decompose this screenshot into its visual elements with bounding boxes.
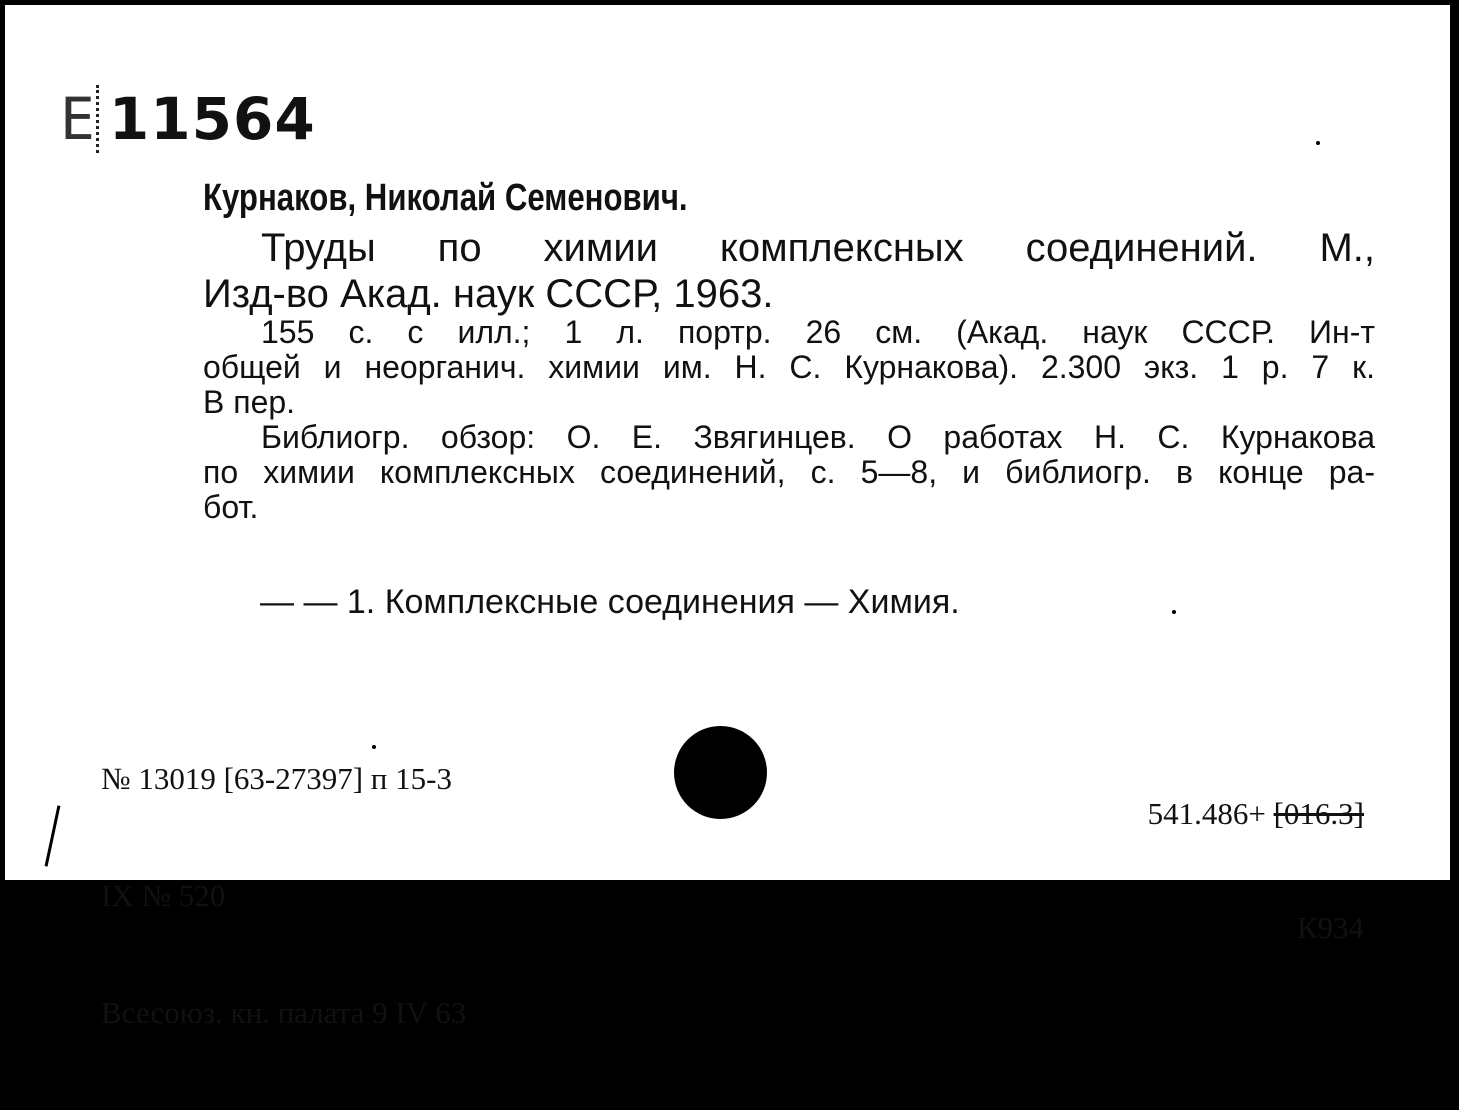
bibliography-line-3: бот. (203, 489, 259, 525)
pencil-slash-mark (45, 805, 61, 866)
book-title (203, 225, 1375, 317)
subject-heading: — — 1. Комплексные соединения — Химия. (260, 583, 960, 621)
speck (372, 745, 376, 749)
crossed-code: [016.3] (1273, 796, 1364, 831)
punch-hole (674, 726, 767, 819)
registration-info (101, 681, 466, 1110)
title-line-2: Изд-во Акад. наук СССР, 1963. (203, 272, 774, 316)
speck (1172, 610, 1176, 614)
description-line-1: 155 с. с илл.; 1 л. портр. 26 см. (Акад. наук СССР. Ин-т (261, 314, 1375, 350)
bibliography-line-2: по химии комплексных соединений, с. 5—8, и библиогр. в конце ра- (203, 454, 1375, 490)
registration-line-2: IX № 520 (101, 878, 226, 913)
speck (1316, 141, 1320, 145)
author-mark: К934 (1296, 910, 1364, 945)
author-heading: Курнаков, Николай Семенович. (203, 177, 688, 219)
description-line-2: общей и неорганич. химии им. Н. С. Курнакова). 2.300 экз. 1 р. 7 к. (203, 349, 1375, 385)
udc-code: 541.486+ (1147, 796, 1266, 831)
classification-info (1148, 719, 1364, 1023)
title-line-1: Труды по химии комплексных соединений. М., (261, 226, 1375, 270)
bibliography-line-1: Библиогр. обзор: О. Е. Звягинцев. О работах Н. С. Курнакова (261, 419, 1375, 455)
inventory-stamp (60, 85, 316, 153)
registration-line-3: Всесоюз. кн. палата 9 IV 63 (101, 995, 467, 1030)
registration-line-1: № 13019 [63-27397] п 15-3 (101, 761, 452, 796)
stamp-letter: Е (60, 85, 99, 153)
description-block (203, 315, 1375, 525)
catalog-card (3, 3, 1452, 1030)
stamp-number: 11564 (108, 85, 316, 153)
description-line-3: В пер. (203, 384, 296, 420)
